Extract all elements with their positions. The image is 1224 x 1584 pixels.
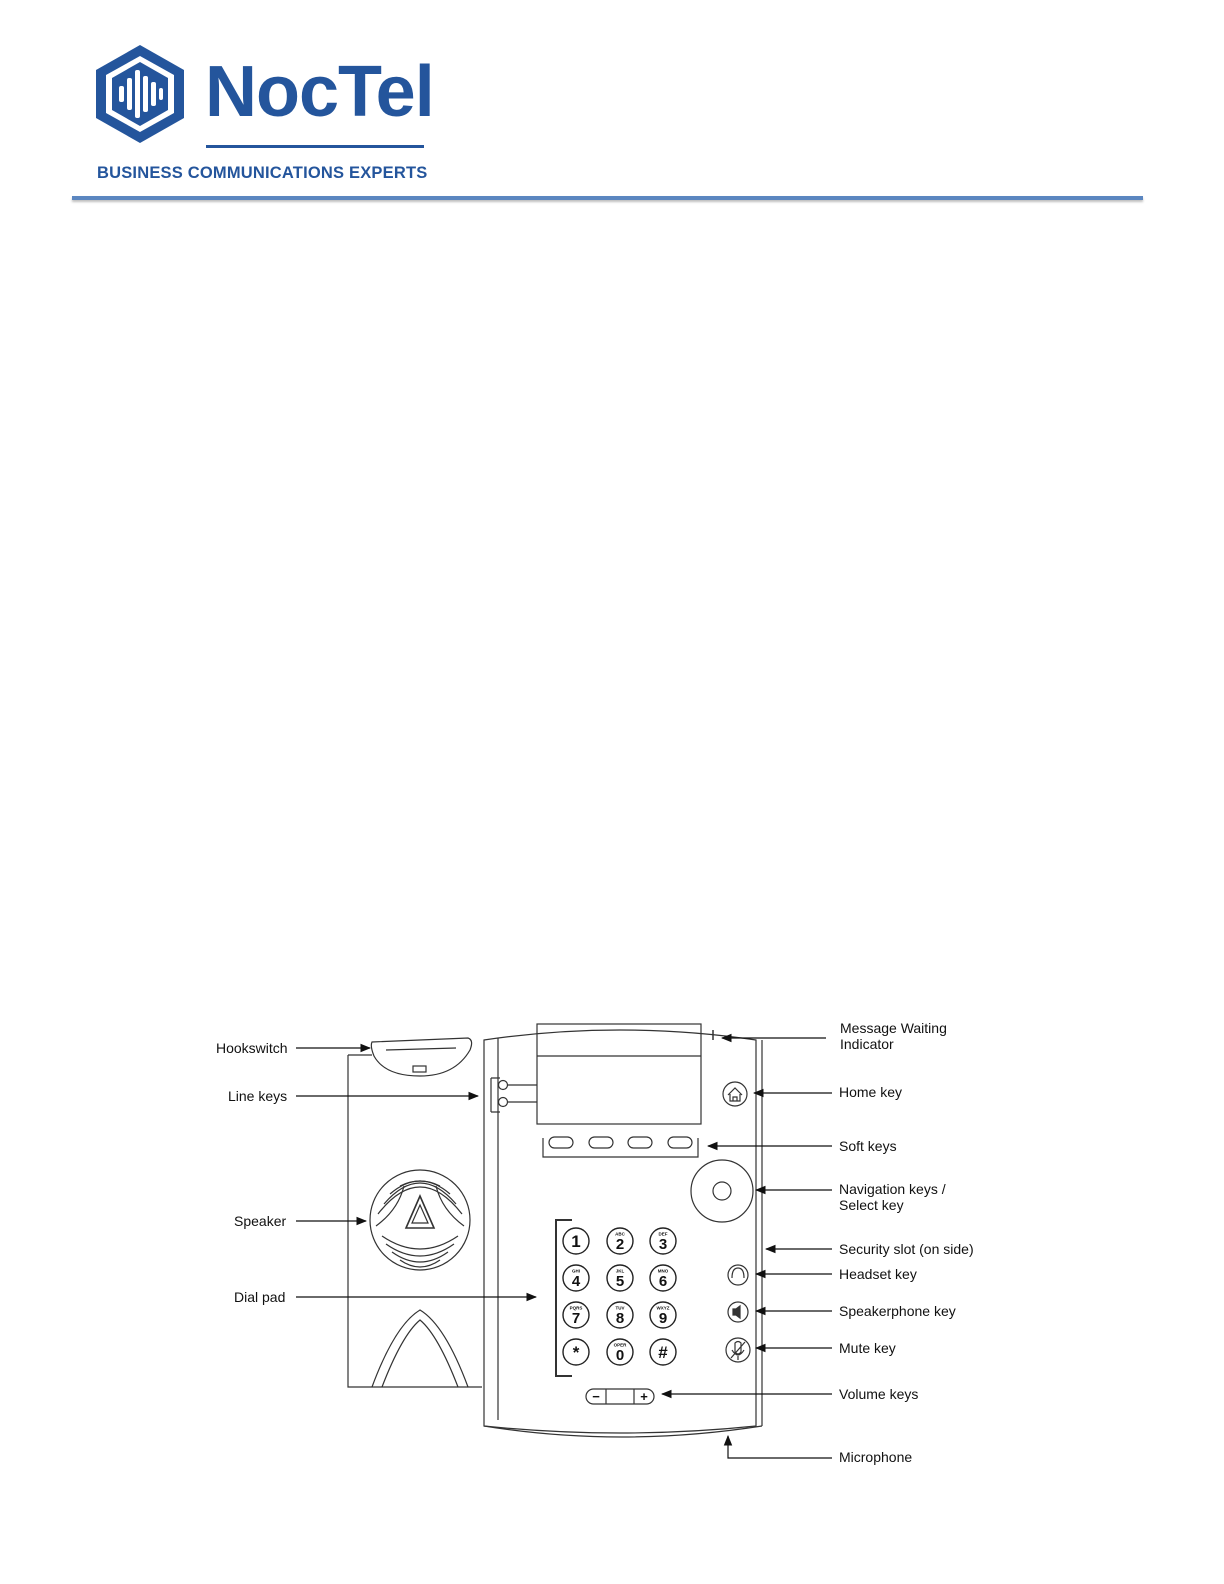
brand-name: NocTel: [205, 52, 434, 132]
dialpad-key-digit: 3: [658, 1236, 668, 1253]
dialpad-key-6[interactable]: [650, 1265, 676, 1291]
phone-body: [484, 1024, 762, 1437]
dialpad-key-digit: 6: [658, 1273, 668, 1290]
dialpad-key-9[interactable]: [650, 1302, 676, 1328]
dialpad-key-3[interactable]: [650, 1228, 676, 1254]
label-message-waiting-2: Indicator: [840, 1036, 894, 1052]
dialpad-key-letters: DEF: [658, 1231, 668, 1237]
label-microphone: Microphone: [839, 1449, 913, 1465]
dialpad-key-2[interactable]: [607, 1228, 633, 1254]
dialpad-key-hash[interactable]: [650, 1339, 676, 1365]
display-screen: [537, 1024, 701, 1124]
label-speaker: Speaker: [234, 1213, 287, 1229]
label-headset-key: Headset key: [839, 1266, 917, 1282]
dialpad-key-8[interactable]: [607, 1302, 633, 1328]
dialpad-key-letters: GHI: [571, 1268, 581, 1274]
dial-pad: [563, 1228, 676, 1365]
home-key[interactable]: [723, 1082, 747, 1106]
dialpad-key-letters: JKL: [615, 1268, 625, 1274]
dialpad-key-star[interactable]: [563, 1339, 589, 1365]
label-hookswitch: Hookswitch: [216, 1040, 288, 1056]
soft-key-4[interactable]: [668, 1137, 692, 1148]
dialpad-key-letters: TUV: [615, 1305, 625, 1311]
label-line-keys: Line keys: [228, 1088, 288, 1104]
dialpad-key-letters: MNO: [657, 1268, 669, 1274]
callout-arrows: [296, 1038, 832, 1458]
dialpad-key-1[interactable]: [563, 1228, 589, 1254]
dialpad-key-letters: PQRS: [569, 1305, 583, 1311]
label-home-key: Home key: [839, 1084, 903, 1100]
label-mute-key: Mute key: [839, 1340, 896, 1356]
dialpad-key-digit: 5: [615, 1273, 625, 1290]
dialpad-key-digit: 1: [571, 1232, 581, 1251]
dialpad-key-digit: #: [658, 1343, 668, 1362]
label-dial-pad: Dial pad: [234, 1289, 286, 1305]
dialpad-key-digit: 2: [615, 1236, 625, 1253]
dialpad-key-digit: 4: [571, 1273, 581, 1290]
dialpad-key-0[interactable]: [607, 1339, 633, 1365]
dialpad-key-letters: OPER: [613, 1342, 627, 1348]
label-soft-keys: Soft keys: [839, 1138, 897, 1154]
navigation-keys[interactable]: [691, 1160, 753, 1222]
label-message-waiting-1: Message Waiting: [840, 1020, 947, 1036]
dialpad-key-digit: 7: [571, 1310, 581, 1327]
dialpad-key-digit: *: [572, 1343, 580, 1362]
brand-tagline: BUSINESS COMMUNICATIONS EXPERTS: [97, 164, 428, 182]
handset: [348, 1038, 482, 1387]
dialpad-key-digit: 9: [658, 1310, 668, 1327]
line-key-2[interactable]: [499, 1098, 508, 1107]
hookswitch[interactable]: [371, 1038, 471, 1076]
speaker-grille: [370, 1170, 470, 1270]
soft-key-2[interactable]: [589, 1137, 613, 1148]
label-speakerphone-key: Speakerphone key: [839, 1303, 956, 1319]
label-security-slot: Security slot (on side): [839, 1241, 974, 1257]
dialpad-key-7[interactable]: [563, 1302, 589, 1328]
label-navigation-keys-2: Select key: [839, 1197, 904, 1213]
soft-key-3[interactable]: [628, 1137, 652, 1148]
soft-key-1[interactable]: [549, 1137, 573, 1148]
volume-down-key[interactable]: −: [592, 1389, 600, 1404]
dialpad-key-digit: 8: [615, 1310, 625, 1327]
dialpad-key-letters: WXYZ: [656, 1305, 670, 1311]
label-navigation-keys-1: Navigation keys /: [839, 1181, 946, 1197]
dialpad-key-5[interactable]: [607, 1265, 633, 1291]
line-key-1[interactable]: [499, 1081, 508, 1090]
select-key[interactable]: [713, 1182, 731, 1200]
dialpad-key-letters: ABC: [615, 1231, 625, 1237]
label-volume-keys: Volume keys: [839, 1386, 919, 1402]
dialpad-key-digit: 0: [615, 1347, 625, 1364]
volume-up-key[interactable]: +: [640, 1389, 648, 1404]
dialpad-key-4[interactable]: [563, 1265, 589, 1291]
